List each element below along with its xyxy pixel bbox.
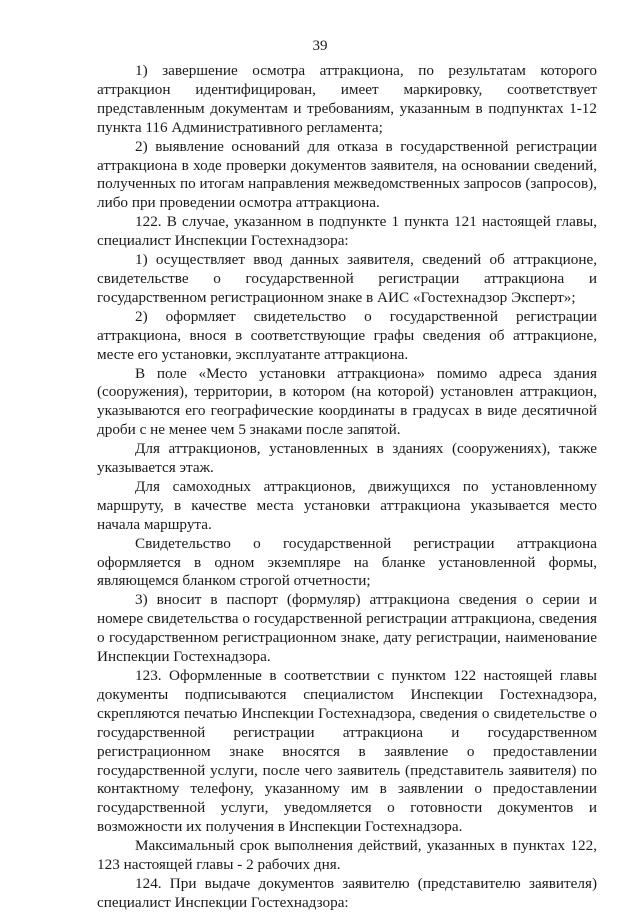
paragraph-self-propelled-note: Для самоходных аттракционов, движущихся по установленному маршруту, в качестве места установки аттракциона указывается место начала маршрута. [97, 477, 597, 533]
paragraph-123: 123. Оформленные в соответствии с пунктом 122 настоящей главы документы подписываются специалистом Инспекции Гостехнадзора, скрепляются печатью Инспекции Гостехнадзора, сведения о свидетельстве о государственной регистрации аттракциона и государственном регистрационном знаке вносятся в заявление о предоставлении государственной услуги, после чего заявитель (представитель заявителя) по контактному телефону, указанному им в заявлении о предоставлении государственной услуги, уведомляется о готовности документов и возможности их получения в Инспекции Гостехнадзора. [97, 667, 597, 836]
paragraph-122-intro: 122. В случае, указанном в подпункте 1 пункта 121 настоящей главы, специалист Инспекции Гостехнадзора: [97, 213, 597, 250]
paragraph-floor-note: Для аттракционов, установленных в зданиях (сооружениях), также указывается этаж. [97, 440, 597, 477]
paragraph-122-item-2: 2) оформляет свидетельство о государственной регистрации аттракциона, внося в соответствующие графы сведения об аттракционе, месте его установки, эксплуатанте аттракциона. [97, 307, 597, 363]
document-body [97, 62, 597, 913]
paragraph-max-duration: Максимальный срок выполнения действий, указанных в пунктах 122, 123 настоящей главы - 2 рабочих дня. [97, 837, 597, 874]
page-number: 39 [312, 38, 328, 54]
paragraph-certificate-form: Свидетельство о государственной регистрации аттракциона оформляется в одном экземпляре на бланке установленной формы, являющемся бланком строгой отчетности; [97, 534, 597, 590]
paragraph-location-field: В поле «Место установки аттракциона» помимо адреса здания (сооружения), территории, в котором (на которой) установлен аттракцион, указываются его географические координаты в градусах в виде десятичной дроби с не менее чем 5 знаками после запятой. [97, 364, 597, 439]
paragraph-item-1-conditions: 1) завершение осмотра аттракциона, по результатам которого аттракцион идентифицирован, имеет маркировку, соответствует представленным документам и требованиям, указанным в подпунктах 1-12 пункта 116 Административного регламента; [97, 62, 597, 136]
paragraph-122-item-1: 1) осуществляет ввод данных заявителя, сведений об аттракционе, свидетельстве о государственной регистрации аттракциона и государственном регистрационном знаке в АИС «Гостехнадзор Эксперт»; [97, 251, 597, 306]
paragraph-124-intro: 124. При выдаче документов заявителю (представителю заявителя) специалист Инспекции Гостехнадзора: [97, 874, 597, 911]
paragraph-122-item-3: 3) вносит в паспорт (формуляр) аттракциона сведения о серии и номере свидетельства о государственной регистрации аттракциона, сведения о государственном регистрационном знаке, дату регистрации, наименование Инспекции Гостехнадзора. [97, 591, 597, 666]
paragraph-item-2-refusal-grounds: 2) выявление оснований для отказа в государственной регистрации аттракциона в ходе проверки документов заявителя, на основании сведений, полученных по итогам направления межведомственных запросов (запросов), либо при проведении осмотра аттракциона. [97, 137, 597, 212]
